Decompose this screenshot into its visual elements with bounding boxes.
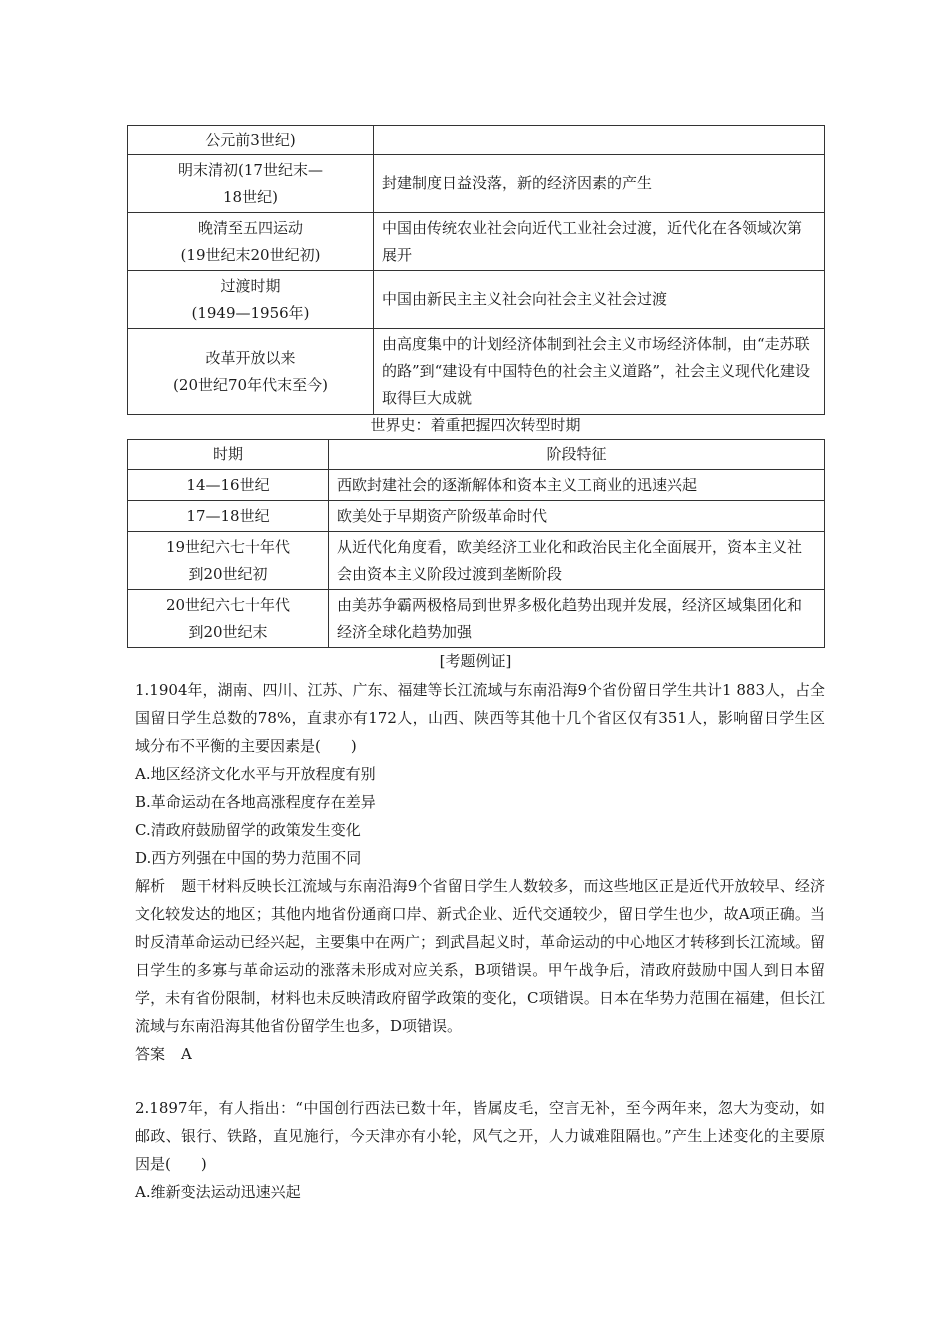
option-c: C.清政府鼓励留学的政策发生变化 <box>135 821 361 839</box>
table-row <box>128 126 825 155</box>
table-row <box>128 271 825 329</box>
option-b: B.革命运动在各地高涨程度存在差异 <box>135 793 376 811</box>
analysis-paragraph <box>135 872 825 1040</box>
period-cell: 晚清至五四运动 (19世纪末20世纪初) <box>128 213 374 271</box>
period-cell: 明末清初(17世纪末— 18世纪) <box>128 155 374 213</box>
analysis-label: 解析 <box>135 877 166 895</box>
world-history-table <box>127 439 825 648</box>
china-history-table <box>127 125 825 415</box>
analysis-text: 题干材料反映长江流域与东南沿海9个省留日学生人数较多，而这些地区正是近代开放较早、经济文化较发达的地区；其他内地省份通商口岸、新式企业、近代交通较少，留日学生也少，故A项正确。当时反清革命运动已经兴起，主要集中在两广；到武昌起义时，革命运动的中心地区才转移到长江流域。留日学生的多寡与革命运动的涨落未形成对应关系，B项错误。甲午战争后，清政府鼓励中国人到日本留学，未有省份限制，材料也未反映清政府留学政策的变化，C项错误。日本在华势力范围在福建，但长江流域与东南沿海其他省份留学生也多，D项错误。 <box>135 877 826 1035</box>
period-cell: 过渡时期 (1949—1956年) <box>128 271 374 329</box>
period-cell: 17—18世纪 <box>128 501 329 532</box>
world-history-caption: 世界史：着重把握四次转型时期 <box>370 416 581 434</box>
option-a: A.维新变法运动迅速兴起 <box>135 1183 301 1201</box>
option-a: A.地区经济文化水平与开放程度有别 <box>135 765 376 783</box>
table-row <box>128 213 825 271</box>
period-cell: 公元前3世纪) <box>128 126 374 155</box>
table-row <box>128 155 825 213</box>
column-header: 时期 <box>128 440 329 470</box>
question-1 <box>135 676 825 1068</box>
answer-line <box>135 1040 825 1068</box>
feature-cell <box>374 126 825 155</box>
feature-cell: 西欧封建社会的逐渐解体和资本主义工商业的迅速兴起 <box>329 470 825 501</box>
table-row <box>128 532 825 590</box>
feature-cell: 封建制度日益没落，新的经济因素的产生 <box>374 155 825 213</box>
answer-label: 答案 <box>135 1045 166 1063</box>
table-header-row <box>128 440 825 470</box>
table-row <box>128 590 825 648</box>
period-cell: 14—16世纪 <box>128 470 329 501</box>
question-stem: 2.1897年，有人指出：“中国创行西法已数十年，皆属皮毛，空言无补，至今两年来，忽大为变动，如邮政、银行、铁路，直见施行，今天津亦有小轮，风气之开，人力诚难阻隔也。”产生上述变化的主要原因是( ) <box>135 1099 825 1173</box>
feature-cell: 中国由新民主主义社会向社会主义社会过渡 <box>374 271 825 329</box>
option-d: D.西方列强在中国的势力范围不同 <box>135 849 362 867</box>
answer-value: A <box>181 1045 192 1063</box>
period-cell: 19世纪六七十年代 到20世纪初 <box>128 532 329 590</box>
feature-cell: 从近代化角度看，欧美经济工业化和政治民主化全面展开，资本主义社会由资本主义阶段过渡到垄断阶段 <box>329 532 825 590</box>
feature-cell: 由美苏争霸两极格局到世界多极化趋势出现并发展，经济区域集团化和经济全球化趋势加强 <box>329 590 825 648</box>
question-stem: 1.1904年，湖南、四川、江苏、广东、福建等长江流域与东南沿海9个省份留日学生共计1 883人，占全国留日学生总数的78%，直隶亦有172人，山西、陕西等其他十几个省区仅有351人，影响留日学生区域分布不平衡的主要因素是( ) <box>135 681 825 755</box>
feature-cell: 由高度集中的计划经济体制到社会主义市场经济体制，由“走苏联的路”到“建设有中国特色的社会主义道路”，社会主义现代化建设取得巨大成就 <box>374 329 825 415</box>
section-title: [考题例证] <box>439 652 512 670</box>
table-row <box>128 329 825 415</box>
period-cell: 改革开放以来 (20世纪70年代末至今) <box>128 329 374 415</box>
feature-cell: 欧美处于早期资产阶级革命时代 <box>329 501 825 532</box>
feature-cell: 中国由传统农业社会向近代工业社会过渡，近代化在各领域次第展开 <box>374 213 825 271</box>
period-cell: 20世纪六七十年代 到20世纪末 <box>128 590 329 648</box>
column-header: 阶段特征 <box>329 440 825 470</box>
question-2 <box>135 1094 825 1206</box>
table-row <box>128 470 825 501</box>
table-row <box>128 501 825 532</box>
